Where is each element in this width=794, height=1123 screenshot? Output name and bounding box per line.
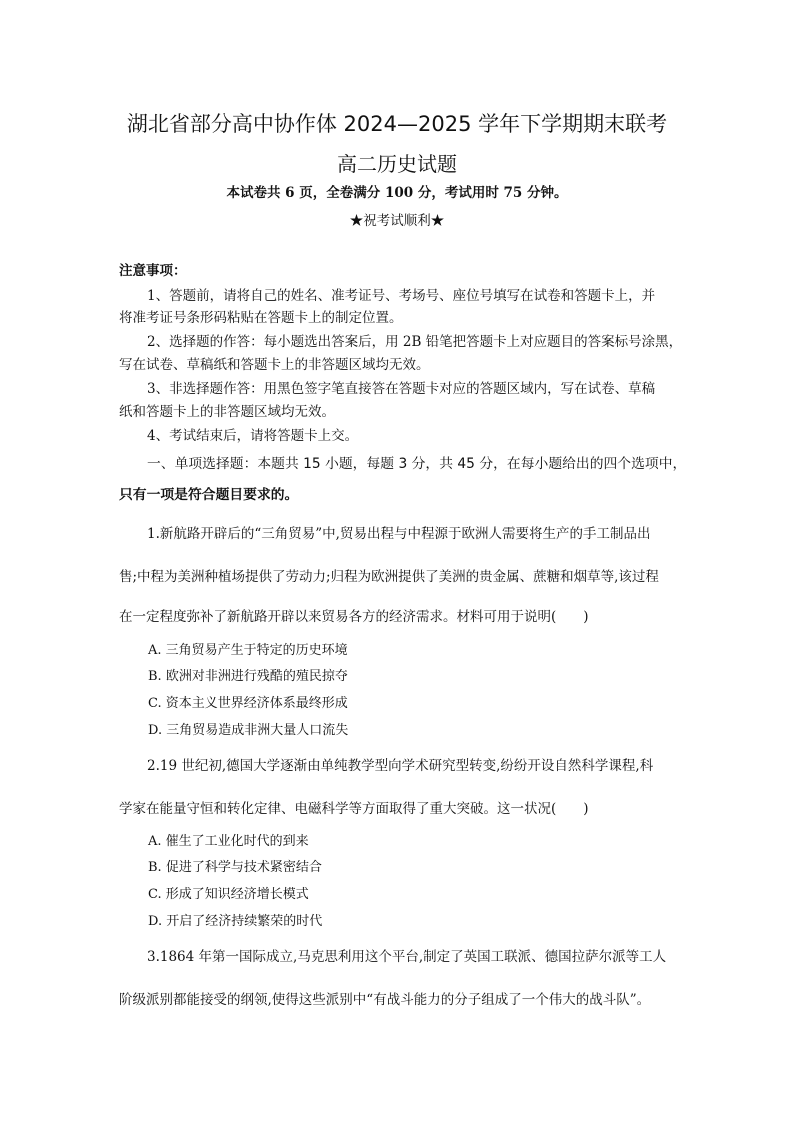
q1-option-b: B. 欧洲对非洲进行残酷的殖民掠夺	[148, 669, 348, 684]
q1-line-1: 1.新航路开辟后的“三角贸易”中,贸易出程与中程源于欧洲人需要将生产的手工制品出	[147, 526, 651, 542]
q2-option-c: C. 形成了知识经济增长模式	[148, 887, 309, 902]
note-3-line-2: 纸和答题卡上的非答题区域均无效。	[119, 404, 335, 420]
q1-option-d: D. 三角贸易造成非洲大量人口流失	[148, 723, 349, 738]
q2-line-2: 学家在能量守恒和转化定律、电磁科学等方面取得了重大突破。这一状况( )	[119, 801, 589, 817]
note-1-line-1: 1、答题前，请将自己的姓名、准考证号、考场号、座位号填写在试卷和答题卡上，并	[147, 288, 656, 304]
exam-title: 湖北省部分高中协作体 2024—2025 学年下学期期末联考	[126, 112, 668, 136]
q3-line-2: 阶级派别都能接受的纲领,使得这些派别中“有战斗能力的分子组成了一个伟大的战斗队”。	[119, 992, 651, 1008]
q2-option-b: B. 促进了科学与技术紧密结合	[148, 860, 322, 875]
note-2-line-1: 2、选择题的作答：每小题选出答案后，用 2B 铅笔把答题卡上对应题目的答案标号涂黑，	[147, 334, 683, 350]
q1-option-a: A. 三角贸易产生于特定的历史环境	[148, 643, 348, 658]
q2-option-d: D. 开启了经济持续繁荣的时代	[148, 914, 323, 929]
q1-line-2: 售;中程为美洲种植场提供了劳动力;归程为欧洲提供了美洲的贵金属、蔗糖和烟草等,该过程	[119, 569, 659, 585]
q1-line-3: 在一定程度弥补了新航路开辟以来贸易各方的经济需求。材料可用于说明( )	[119, 609, 589, 625]
section-heading-line-1: 一、单项选择题：本题共 15 小题，每题 3 分，共 45 分，在每小题给出的四个选项中，	[147, 456, 687, 472]
note-2-line-2: 写在试卷、草稿纸和答题卡上的非答题区域均无效。	[119, 357, 430, 373]
page-title: 高二历史试题	[337, 152, 457, 176]
q2-line-1: 2.19 世纪初,德国大学逐渐由单纯教学型向学术研究型转变,纷纷开设自然科学课程,科	[147, 758, 654, 774]
note-1-line-2: 将准考证号条形码粘贴在答题卡上的制定位置。	[119, 310, 403, 326]
exam-info: 本试卷共 6 页，全卷满分 100 分，考试用时 75 分钟。	[226, 185, 568, 201]
section-heading-line-2: 只有一项是符合题目要求的。	[119, 487, 299, 503]
q3-line-1: 3.1864 年第一国际成立,马克思利用这个平台,制定了英国工联派、德国拉萨尔派等工人	[147, 949, 667, 965]
note-4: 4、考试结束后，请将答题卡上交。	[147, 428, 359, 444]
good-luck-line: ★祝考试顺利★	[349, 213, 445, 229]
notes-heading: 注意事项：	[119, 263, 187, 279]
note-3-line-1: 3、非选择题作答：用黑色签字笔直接答在答题卡对应的答题区域内，写在试卷、草稿	[147, 381, 656, 397]
q2-option-a: A. 催生了工业化时代的到来	[148, 834, 309, 849]
q1-option-c: C. 资本主义世界经济体系最终形成	[148, 696, 348, 711]
